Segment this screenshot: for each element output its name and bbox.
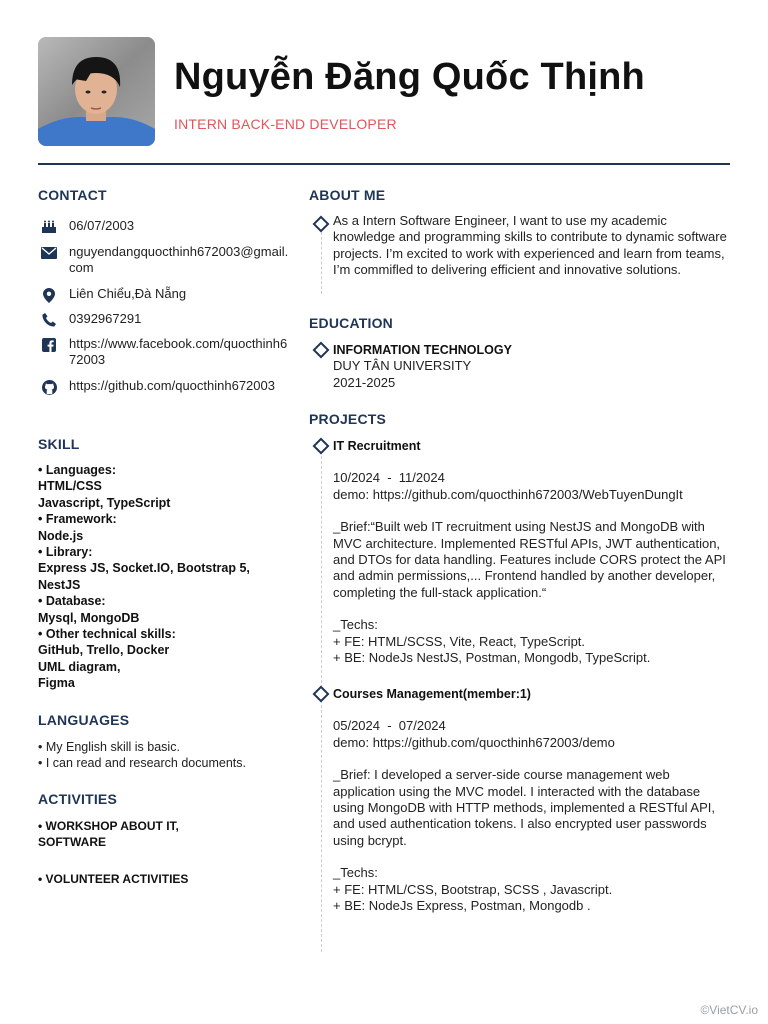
- contact-phone[interactable]: [38, 311, 298, 328]
- skill-title: SKILL: [38, 436, 80, 452]
- facebook-icon: [38, 337, 60, 353]
- profile-photo-image: [38, 37, 155, 146]
- contact-github-text[interactable]: https://github.com/quocthinh672003: [69, 378, 275, 393]
- skill-line: Mysql, MongoDB: [38, 610, 140, 625]
- project-techs-fe: + FE: HTML/SCSS, Vite, React, TypeScript.: [333, 633, 586, 649]
- about-title: ABOUT ME: [309, 187, 386, 203]
- candidate-role: INTERN BACK-END DEVELOPER: [174, 116, 397, 132]
- language-item: • My English skill is basic.: [38, 740, 180, 754]
- project-courses-management: [333, 686, 731, 914]
- project-name: IT Recruitment: [333, 439, 421, 453]
- contact-email-text[interactable]: nguyendangquocthinh672003@gmail.com: [69, 244, 289, 275]
- contact-address: [38, 286, 298, 303]
- project-period: 05/2024 - 07/2024: [333, 718, 446, 734]
- about-diamond-icon: [313, 216, 330, 233]
- activity-item: • WORKSHOP ABOUT IT, SOFTWARE: [38, 819, 179, 850]
- skill-line: • Library:: [38, 545, 93, 560]
- project-diamond-icon: [313, 686, 330, 703]
- github-icon: [38, 379, 60, 395]
- skill-line: • Other technical skills:: [38, 627, 176, 642]
- about-text: As a Intern Software Engineer, I want to use my academic knowledge and programming skills to contribute to dynamic software projects. I’m excited to work with experienced and learn from teams, I’m commifled to delivering efficient and innovative solutions.: [333, 213, 727, 278]
- contact-facebook[interactable]: [38, 336, 298, 368]
- education-title: EDUCATION: [309, 315, 393, 331]
- project-demo-link[interactable]: demo: https://github.com/quocthinh672003/demo: [333, 734, 615, 750]
- activities-title: ACTIVITIES: [38, 791, 118, 807]
- education-major: INFORMATION TECHNOLOGY: [333, 343, 512, 357]
- profile-photo: [38, 37, 155, 146]
- project-diamond-icon: [313, 438, 330, 455]
- candidate-name: Nguyễn Đăng Quốc Thịnh: [174, 56, 645, 98]
- phone-icon: [38, 312, 60, 328]
- skill-line: GitHub, Trello, Docker: [38, 643, 170, 658]
- project-period: 10/2024 - 11/2024: [333, 470, 445, 486]
- languages-list: [38, 739, 298, 772]
- skill-line: • Framework:: [38, 512, 117, 527]
- education-years: 2021-2025: [333, 374, 396, 390]
- project-techs-be: + BE: NodeJs NestJS, Postman, Mongodb, TypeScript.: [333, 650, 651, 666]
- contact-birthday-text: 06/07/2003: [69, 218, 135, 233]
- skill-line: • Languages:: [38, 463, 116, 477]
- contact-address-text: Liên Chiểu,Đà Nẵng: [69, 286, 187, 301]
- project-brief: _Brief: I developed a server-side course management web application using the MVC model. I interacted with the database using MongoDB with HTTP methods, implemented a RESTful API, and used authentication tokens. I also encrypted user passwords using bcrypt.: [333, 767, 715, 848]
- skill-list: [38, 462, 293, 692]
- contact-title: CONTACT: [38, 187, 107, 203]
- education-entry: [333, 342, 733, 391]
- skill-line: HTML/CSS: [38, 479, 102, 494]
- skill-line: NestJS: [38, 577, 81, 592]
- skill-line: • Database:: [38, 594, 106, 609]
- skill-line: Figma: [38, 676, 75, 691]
- project-techs-label: _Techs:: [333, 865, 378, 881]
- project-name: Courses Management(member:1): [333, 687, 531, 701]
- skill-line: Express JS, Socket.IO, Bootstrap 5,: [38, 561, 250, 576]
- location-pin-icon: [38, 287, 60, 303]
- project-techs-be: + BE: NodeJs Express, Postman, Mongodb .: [333, 898, 591, 914]
- skill-line: Node.js: [38, 528, 84, 543]
- project-brief: _Brief:“Built web IT recruitment using NestJS and MongoDB with MVC architecture. Implemented RESTful APIs, JWT authentication, and DTOs for data handling. Features include CORS protect the API and admin permissions,... Frontend handled by another developer, completing the full-stack application.“: [333, 519, 726, 600]
- contact-email[interactable]: [38, 244, 298, 276]
- contact-github[interactable]: [38, 378, 298, 395]
- projects-title: PROJECTS: [309, 411, 387, 427]
- project-techs-label: _Techs:: [333, 617, 378, 633]
- language-item: • I can read and research documents.: [38, 756, 246, 771]
- contact-birthday: [38, 218, 298, 235]
- footer-watermark: ©VietCV.io: [700, 1003, 758, 1017]
- project-techs-fe: + FE: HTML/CSS, Bootstrap, SCSS , Javascript.: [333, 881, 613, 897]
- project-it-recruitment: [333, 438, 731, 666]
- education-school: DUY TÂN UNIVERSITY: [333, 358, 472, 374]
- skill-line: UML diagram,: [38, 659, 121, 674]
- contact-phone-text[interactable]: 0392967291: [69, 311, 142, 326]
- activity-item: • VOLUNTEER ACTIVITIES: [38, 872, 189, 886]
- languages-title: LANGUAGES: [38, 712, 130, 728]
- header-divider: [38, 163, 730, 165]
- about-timeline-line: [321, 222, 322, 294]
- envelope-icon: [38, 245, 60, 261]
- contact-facebook-text[interactable]: https://www.facebook.com/quocthinh672003: [69, 336, 288, 367]
- skill-line: Javascript, TypeScript: [38, 495, 171, 510]
- education-diamond-icon: [313, 342, 330, 359]
- birthday-cake-icon: [38, 219, 60, 235]
- project-demo-link[interactable]: demo: https://github.com/quocthinh672003/WebTuyenDungIt: [333, 486, 683, 502]
